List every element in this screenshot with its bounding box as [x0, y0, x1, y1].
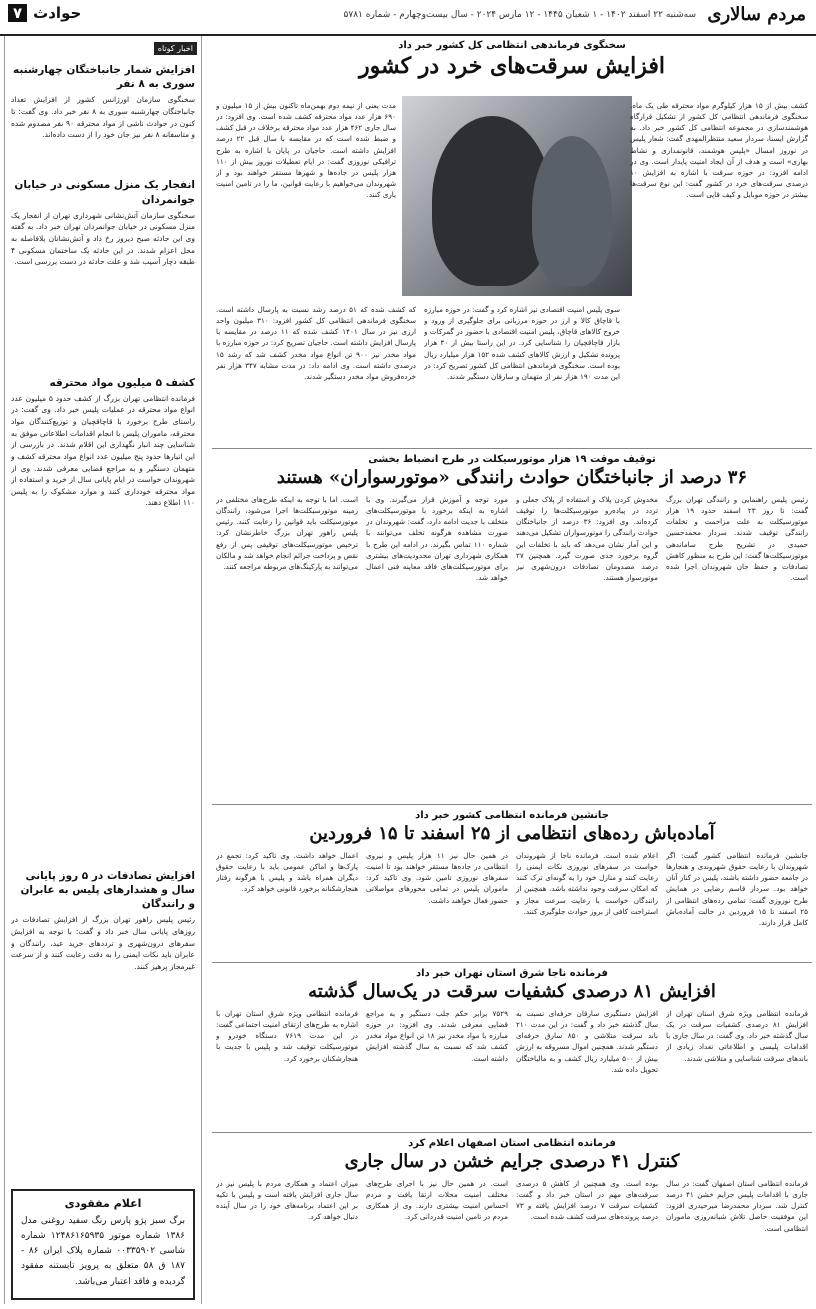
- brief-body: سخنگوی سازمان آتش‌نشانی شهرداری تهران از انفجار یک منزل مسکونی در خیابان جوانمردان تهران خبر داد. به گفته وی این حادثه صبح دیروز رخ داد و آتش‌نشانان بلافاصله به محل اعزام شدند. در این حادثه یک ساختمان مسکونی ۴ طبقه دچار آسیب شد و علت حادثه در دست بررسی است.: [11, 210, 195, 267]
- masthead: [0, 0, 816, 36]
- phone-theft-photo: [402, 96, 632, 296]
- brief-body: رئیس پلیس راهور تهران بزرگ از افزایش تصادفات در روزهای پایانی سال خبر داد و گفت: با توجه به افزایش سفرهای درون‌شهری و ترددهای خرید عید، رانندگان و عابران باید نکات ایمنی را به دقت رعایت کنند و از سرعت غیرمجاز پرهیز کنند.: [11, 915, 195, 971]
- article-headline: افزایش سرقت‌های خرد در کشور: [359, 53, 665, 79]
- article-column: فرمانده انتظامی استان اصفهان گفت: در سال جاری با اقدامات پلیس جرایم خشن ۴۱ درصد کنترل شد. سردار محمدرضا میرحیدری افزود: این موفقیت حاصل تلاش شبانه‌روزی ماموران انتظامی است.: [666, 1179, 808, 1233]
- news-brief-sidebar: [4, 36, 202, 1304]
- article-kicker: فرمانده انتظامی استان اصفهان اعلام کرد: [408, 1138, 616, 1149]
- article-column: افزایش دستگیری سارقان حرفه‌ای نسبت به سال گذشته خبر داد و گفت: در این مدت ۲۱۰ باند سرقت متلاشی و ۸۵۰ سارق حرفه‌ای دستگیر شدند. همچنین اموال مسروقه به ارزش بیش از ۵۰۰ میلیارد ریال کشف و به مالباختگان تحویل داده شد.: [516, 1009, 658, 1074]
- article-violent-crime: [212, 1134, 812, 1304]
- article-column: اعمال خواهد داشت. وی تاکید کرد: تجمع در پارک‌ها و اماکن عمومی باید با رعایت حقوق دیگران همراه باشد و پلیس با هرگونه رفتار هنجارشکنانه برخورد قانونی خواهد کرد.: [216, 851, 358, 894]
- article-column: میزان اعتماد و همکاری مردم با پلیس نیز در سال جاری افزایش یافته است و پلیس با تکیه بر این اعتماد برنامه‌های خود را در سال آینده دنبال خواهد کرد.: [216, 1179, 358, 1222]
- article-kicker: فرمانده ناجا شرق استان تهران خبر داد: [416, 968, 608, 979]
- article-motorcyclists: [212, 450, 812, 805]
- brief-title: افزایش شمار جانباختگان چهارشنبه سوری به ۸ نفر: [12, 64, 195, 91]
- brief-body: سخنگوی سازمان اورژانس کشور از افزایش تعداد جانباختگان چهارشنبه سوری به ۸ نفر خبر داد. وی گفت: تا کنون در حوادث ناشی از مواد محترقه ۹۰ نفر مصدوم شده و متاسفانه ۸ نفر نیز جان خود را از دست داده‌اند.: [11, 95, 195, 140]
- article-column: در همین حال نیز ۱۱ هزار پلیس و نیروی انتظامی در جاده‌ها مستقر خواهند بود تا امنیت سفرهای نوروزی تامین شود. وی تاکید کرد: ماموران پلیس در تمامی محورهای مواصلاتی حضور فعال خواهند داشت.: [366, 851, 508, 905]
- article-column: که کشف شده که ۵۱ درصد رشد نسبت به پارسال داشته است. سخنگوی فرماندهی انتظامی کل کشور افزود: ۳۱۰ میلیون واحد ارزی نیز در سال ۱۴۰۱ کشف شده که ۱۱ درصد در مقایسه با پارسال افزایش داشته است. حاجیان تصریح کرد: در حوزه مبارزه با مواد مخدر نیز ۹۰۰ تن انواع مواد مخدر کشف شد که رشد ۱۵ درصدی داشته است. وی ادامه داد: در مدت مشابه ۳۴۷ هزار نفر خرده‌فروش مواد مخدر دستگیر شدند.: [216, 305, 416, 381]
- section-title: حوادث: [33, 4, 82, 22]
- article-headline: کنترل ۴۱ درصدی جرایم خشن در سال جاری: [344, 1151, 680, 1172]
- article-alert-status: [212, 806, 812, 963]
- article-kicker: جانشین فرمانده انتظامی کشور خبر داد: [415, 810, 609, 821]
- article-column: فرمانده انتظامی ویژه شرق استان تهران با اشاره به طرح‌های ارتقای امنیت اجتماعی گفت: در این مدت ۷۶۱۹ دستگاه خودرو و موتورسیکلت توقیف شد و پلیس با جدیت با هنجارشکنان برخورد کرد.: [216, 1009, 358, 1063]
- article-column: است. اما با توجه به اینکه طرح‌های مختلفی در زمینه موتورسیکلت‌ها اجرا می‌شود، رانندگان موتورسیکلت باید قوانین را رعایت کنند. رئیس پلیس راهور تهران بزرگ خاطرنشان کرد: ترخیص موتورسیکلت‌های توقیفی پس از رفع نقص و پرداخت جرائم انجام خواهد شد و مالکان می‌توانند به پارکینگ‌های مربوطه مراجعه کنند.: [216, 495, 358, 571]
- dateline: سه‌شنبه ۲۲ اسفند ۱۴۰۲ - ۱ شعبان ۱۴۴۵ - ۱۲ مارس ۲۰۲۴ - سال بیست‌وچهارم - شماره ۵۷۸۱: [343, 10, 696, 20]
- article-column: مخدوش کردن پلاک و استفاده از پلاک جعلی و تردد در پیاده‌رو موتورسیکلت‌ها را توقیف کرده‌اند. وی افزود: ۳۶ درصد از جانباختگان حوادث رانندگی را موتورسواران تشکیل می‌دهند و این آمار نشان می‌دهد که باید با تخلفات این گروه برخورد جدی صورت گیرد. همچنین ۲۷ درصد مصدومان تصادفات درون‌شهری نیز موتورسوار هستند.: [516, 495, 658, 583]
- article-column: جانشین فرمانده انتظامی کشور گفت: اگر شهروندان با رعایت حقوق شهروندی و هنجارها در جامعه حضور داشته باشند، پلیس در کنار آنان خواهد بود. سردار قاسم رضایی در همایش طرح نوروزی گفت: تمامی رده‌های انتظامی از ۲۵ اسفند تا ۱۵ فروردین در حالت آماده‌باش کامل قرار دارند.: [666, 851, 808, 927]
- brief-title: افزایش تصادفات در ۵ روز پایانی سال و هشدارهای پلیس به عابران و رانندگان: [20, 869, 195, 911]
- page-number: ۷: [8, 4, 27, 22]
- article-column: فرمانده انتظامی ویژه شرق استان تهران از افزایش ۸۱ درصدی کشفیات سرقت در یک سال گذشته خبر داد. وی گفت: در سال جاری با اقدامات پلیسی و اطلاعاتی تعداد زیادی از باندهای سرقت شناسایی و متلاشی شدند.: [666, 1009, 808, 1063]
- brief-title: انفجار یک منزل مسکونی در خیابان جوانمردان: [14, 179, 195, 206]
- newspaper-logo: مردم سالاری: [707, 4, 806, 25]
- brief-body: فرمانده انتظامی تهران بزرگ از کشف حدود ۵ میلیون عدد انواع مواد محترقه در عملیات پلیس خبر داد. وی گفت: در راستای طرح برخورد با قاچاقچیان و توزیع‌کنندگان مواد محترقه، ماموران پلیس با انجام اقدامات اطلاعاتی موفق به شناسایی چند انبار نگهداری این اقلام شدند. در بازرسی از این انبارها حدود پنج میلیون عدد انواع مواد محترقه کشف و متهمان دستگیر و به مراجع قضایی معرفی شدند. وی از شهروندان خواست در ایام پایانی سال از خرید و استفاده از مواد محترقه خودداری کنند و موارد مشکوک را به پلیس ۱۱۰ اطلاع دهند.: [11, 393, 195, 508]
- article-column: است. در همین حال نیز با اجرای طرح‌های مختلف امنیت محلات ارتقا یافت و مردم احساس امنیت بیشتری دارند. وی از همکاری مردم در تامین امنیت قدردانی کرد.: [366, 1179, 508, 1222]
- article-column: اعلام شده است. فرمانده ناجا از شهروندان خواست در سفرهای نوروزی نکات ایمنی را رعایت کنند و منازل خود را به گونه‌ای ترک کنند که امکان سرقت وجود نداشته باشد. همچنین از رانندگان خواست با رعایت سرعت مجاز و استراحت کافی از بروز حوادث جلوگیری کنند.: [516, 851, 658, 916]
- article-headline: آماده‌باش رده‌های انتظامی از ۲۵ اسفند تا ۱۵ فروردین: [309, 823, 715, 844]
- article-theft-discoveries: [212, 964, 812, 1133]
- article-headline: ۳۶ درصد از جانباختگان حوادث رانندگی «موتورسواران» هستند: [276, 467, 748, 488]
- article-column: سوی پلیس امنیت اقتصادی نیز اشاره کرد و گفت: در حوزه مبارزه با قاچاق کالا و ارز در حوزه مرزبانی برای جلوگیری از ورود و خروج کالاهای قاچاق، پلیس امنیت اقتصادی با حضور در گمرکات و بازار قاچاقچیان را شناسایی کرد. در این راستا بیش از ۴۰ هزار پرونده تشکیل و ارزش کالاهای کشف شده ۱۵۲ هزار میلیارد ریال بوده است. سخنگوی فرماندهی انتظامی کل کشور تصریح کرد: در این مدت ۱۹۰ هزار نفر از متهمان و سارقان دستگیر شدند.: [424, 305, 620, 381]
- article-column: ۷۵۲۹ برابر حکم جلب دستگیر و به مراجع قضایی معرفی شدند. وی افزود: در حوزه مبارزه با مواد مخدر نیز ۱۸ تن انواع مواد مخدر کشف شد که نسبت به سال گذشته افزایش داشته است.: [366, 1009, 508, 1063]
- article-kicker: سخنگوی فرماندهی انتظامی کل کشور خبر داد: [398, 40, 626, 51]
- sidebar-tag: اخبار کوتاه: [154, 42, 197, 55]
- article-headline: افزایش ۸۱ درصدی کشفیات سرقت در یک‌سال گذشته: [308, 981, 716, 1002]
- article-column: مدت یعنی از نیمه دوم بهمن‌ماه تاکنون بیش از ۱۵ میلیون و ۶۹۰ هزار عدد مواد محترقه کشف شده است. وی افزود: در سال جاری ۴۶۲ هزار عدد مواد محترقه برخلاف در قبل کشف و ضبط شده است که در مقایسه با سال قبل ۲۲ درصد افزایش داشته است. حاجیان در پایان با اشاره به طرح ترافیکی نوروزی گفت: در ایام تعطیلات نوروز بیش از ۱۱۰ هزار پلیس در جاده‌ها و شهرها مستقر خواهند بود و از شهروندان می‌خواهیم با رعایت قوانین، ما را در تامین امنیت یاری کنند.: [216, 101, 396, 200]
- article-column: کشف بیش از ۱۵ هزار کیلوگرم مواد محترقه طی یک ماه. سخنگوی فرماندهی انتظامی کل کشور از تشکیل قرارگاه هوشمندسازی در مجموعه انتظامی کل کشور خبر داد. به گزارش ایسنا، سردار سعید منتظرالمهدی گفت: شعار پلیس در نوروز امسال «پلیس هوشمند، قانونمداری و نشاط بهاری» است و هدف از آن ایجاد امنیت پایدار است. وی در ادامه افزود: در حوزه سرقت با اشاره به افزایش ۱۰ درصدی سرقت‌های خرد در کشور گفت: این نوع سرقت‌ها بیشتر در حوزه موبایل و کیف قاپی است.: [630, 101, 808, 200]
- article-column: بوده است. وی همچنین از کاهش ۵ درصدی سرقت‌های مهم در استان خبر داد و گفت: کشفیات سرقت ۷ درصد افزایش یافته و ۷۳ درصد پرونده‌های سرقت کشف شده است.: [516, 1179, 658, 1222]
- lost-item-notice: [11, 1189, 195, 1300]
- section-label: [8, 4, 81, 22]
- article-column: مورد توجه و آموزش قرار می‌گیرند. وی با اشاره به اینکه برخورد با موتورسیکلت‌های متخلف با جدیت ادامه دارد، گفت: شهروندان در صورت مشاهده هرگونه تخلف می‌توانند با شماره ۱۱۰ تماس بگیرند. در ادامه این طرح با همکاری شهرداری تهران محدودیت‌های بیشتری برای موتورسیکلت‌های فاقد معاینه فنی اعمال خواهد شد.: [366, 495, 508, 583]
- article-column: رئیس پلیس راهنمایی و رانندگی تهران بزرگ گفت: تا روز ۲۳ اسفند حدود ۱۹ هزار موتورسیکلت به علت مزاحمت و تخلفات رانندگی توقیف شدند. سردار محمدحسین حمیدی در تشریح طرح ساماندهی موتورسیکلت‌ها گفت: این طرح به منظور کاهش تصادفات و حفظ جان شهروندان اجرا شده است.: [666, 495, 808, 583]
- article-kicker: توقیف موقت ۱۹ هزار موتورسیکلت در طرح انضباط بخشی: [368, 454, 656, 465]
- notice-title: اعلام مفقودی: [64, 1196, 142, 1210]
- brief-title: کشف ۵ میلیون مواد محترقه: [49, 376, 195, 389]
- article-petty-theft: [212, 36, 812, 449]
- notice-body: برگ سبز پژو پارس رنگ سفید روغنی مدل ۱۳۸۶ شماره موتور ۱۲۴۸۶۱۶۵۹۳۵ شماره شاسی ۰۰۳۳۵۹۰۲ شماره پلاک ایران ۸۶ - ۱۸۷ ق ۵۸ متعلق به پرویز تابستنه مفقود گردیده و فاقد اعتبار می‌باشد.: [21, 1215, 186, 1287]
